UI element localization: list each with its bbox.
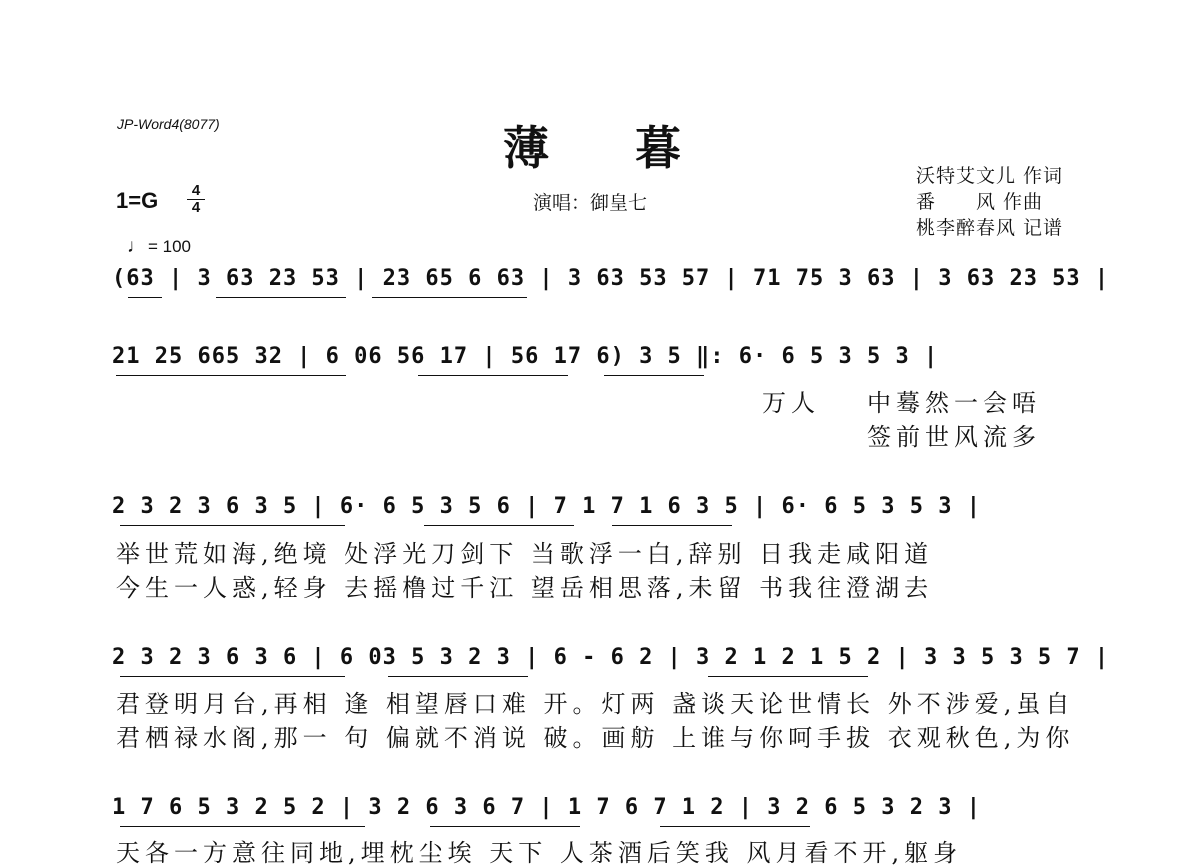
song-title: 薄暮	[503, 121, 767, 175]
key-signature: 1=G	[116, 188, 159, 213]
notation-row-1: (63 | 3 63 23 53 | 23 65 6 63 | 3 63 53 57 | 71 75 3 63 | 3 63 23 53 |	[112, 266, 1110, 291]
transcriber-credit: 桃李醉春风 记谱	[916, 217, 1064, 239]
notation-row-5: 1 7 6 5 3 2 5 2 | 3 2 6 3 6 7 | 1 7 6 7 1 2 | 3 2 6 5 3 2 3 |	[112, 795, 981, 820]
beam-line	[430, 826, 580, 827]
beam-line	[612, 525, 732, 526]
beam-line	[604, 375, 704, 376]
time-signature-bottom: 4	[191, 199, 201, 216]
beam-line	[424, 525, 574, 526]
lyrics-row-5-verse-1: 天各一方意往同地,埋枕尘埃 天下 人茶酒后笑我 风月看不开,躯身	[116, 839, 963, 867]
lyrics-row-3-verse-1: 举世荒如海,绝境 处浮光刀剑下 当歌浮一白,辞别 日我走咸阳道	[116, 540, 934, 568]
notation-row-4: 2 3 2 3 6 3 6 | 6 03 5 3 2 3 | 6 - 6 2 | 3 2 1 2 1 5 2 | 3 3 5 3 5 7 |	[112, 645, 1110, 670]
beam-line	[120, 826, 365, 827]
lyrics-row-4-verse-2: 君栖禄水阁,那一 句 偏就不消说 破。画舫 上谁与你呵手拔 衣观秋色,为你	[116, 724, 1075, 752]
credits	[916, 163, 1063, 241]
beam-line	[120, 676, 345, 677]
beam-line	[418, 375, 568, 376]
singer-label: 演唱：御皇七	[533, 192, 648, 214]
beam-line	[708, 676, 868, 677]
time-signature	[186, 183, 206, 216]
lyrics-row-4-verse-1: 君登明月台,再相 逢 相望唇口难 开。灯两 盏谈天论世情长 外不涉爱,虽自	[116, 690, 1075, 718]
software-label: JP-Word4(8077)	[117, 116, 220, 132]
lyricist-credit: 沃特艾文儿 作词	[916, 165, 1064, 187]
tempo-value: = 100	[148, 237, 192, 256]
notation-row-3: 2 3 2 3 6 3 5 | 6· 6 5 3 5 6 | 7 1 7 1 6 3 5 | 6· 6 5 3 5 3 |	[112, 494, 981, 519]
composer-credit: 番 风 作曲	[916, 191, 1044, 213]
time-signature-top: 4	[191, 182, 201, 199]
quarter-note-icon: ♩	[127, 236, 146, 257]
lyrics-row-2-verse-1a: 万人	[762, 389, 820, 417]
lyrics-row-2-verse-1b: 中蓦然一会唔	[867, 389, 1041, 417]
tempo-marking	[127, 236, 191, 258]
beam-line	[388, 676, 528, 677]
beam-line	[660, 826, 810, 827]
beam-line	[116, 375, 346, 376]
notation-row-2: 21 25 665 32 | 6 06 56 17 | 56 17 6) 3 5 ‖: 6· 6 5 3 5 3 |	[112, 344, 939, 369]
beam-line	[372, 297, 527, 298]
beam-line	[120, 525, 345, 526]
lyrics-row-3-verse-2: 今生一人惑,轻身 去摇橹过千江 望岳相思落,未留 书我往澄湖去	[116, 574, 934, 602]
beam-line	[128, 297, 162, 298]
beam-line	[216, 297, 346, 298]
lyrics-row-2-verse-2: 签前世风流多	[867, 423, 1041, 451]
